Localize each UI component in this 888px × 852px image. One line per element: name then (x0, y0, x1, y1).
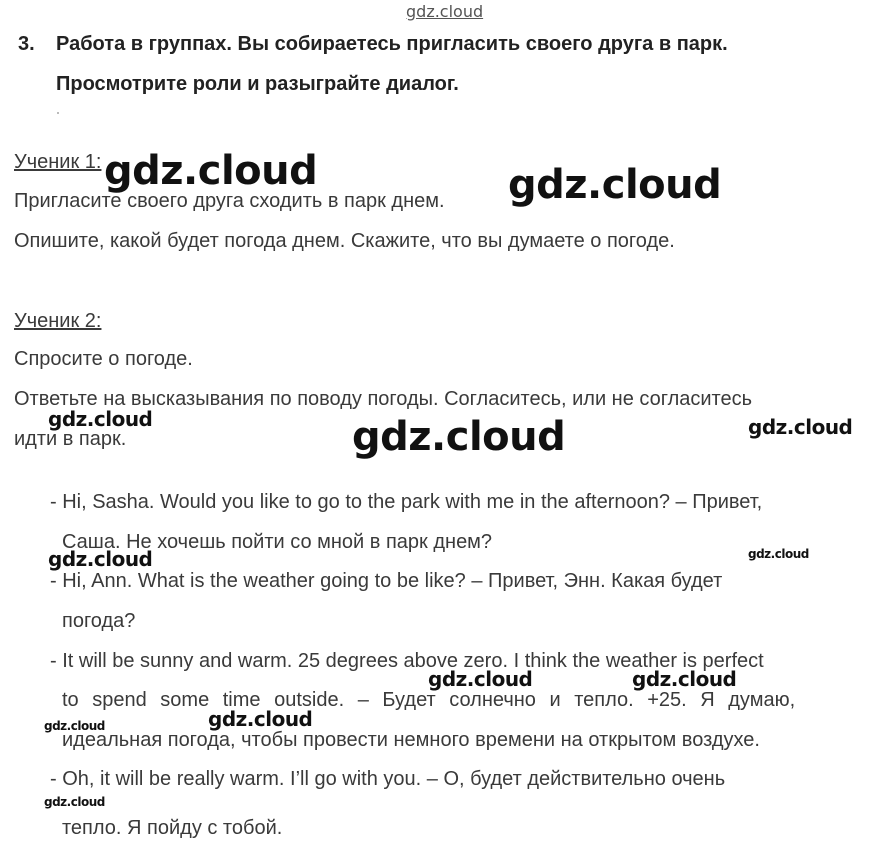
watermark-medium-2: gdz.cloud (748, 415, 853, 439)
watermark-large-1: gdz.cloud (104, 148, 318, 194)
watermark-medium-6: gdz.cloud (208, 707, 313, 731)
dialogue-line-2: Саша. Не хочешь пойти со мной в парк днем? (62, 531, 493, 553)
student-1-instruction-2: Опишите, какой будет погода днем. Скажите, что вы думаете о погоде. (14, 230, 675, 252)
student-2-instruction-3: идти в парк. (14, 428, 127, 450)
task-number: 3. (18, 33, 35, 55)
header-watermark: gdz.cloud (406, 2, 484, 21)
dialogue-line-9: тепло. Я пойду с тобой. (62, 817, 283, 839)
watermark-small-1: gdz.cloud (748, 547, 809, 561)
watermark-small-2: gdz.cloud (44, 719, 105, 733)
dialogue-line-5: - It will be sunny and warm. 25 degrees above zero. I think the weather is perfect (50, 650, 764, 672)
watermark-medium-4: gdz.cloud (428, 667, 533, 691)
watermark-medium-3: gdz.cloud (48, 547, 153, 571)
stray-dot (57, 112, 59, 114)
dialogue-line-4: погода? (62, 610, 136, 632)
student-2-instruction-2: Ответьте на высказывания по поводу погоды. Согласитесь, или не согласитесь (14, 388, 753, 410)
task-title-line-2: Просмотрите роли и разыграйте диалог. (56, 73, 459, 95)
watermark-medium-1: gdz.cloud (48, 407, 153, 431)
dialogue-line-7: идеальная погода, чтобы провести немного времени на открытом воздухе. (62, 729, 760, 751)
student-2-label: Ученик 2: (14, 310, 102, 332)
dialogue-line-6: to spend some time outside. – Будет солнечно и тепло. +25. Я думаю, (62, 689, 796, 711)
dialogue-line-3: - Hi, Ann. What is the weather going to be like? – Привет, Энн. Какая будет (50, 570, 723, 592)
dialogue-line-1: - Hi, Sasha. Would you like to go to the park with me in the afternoon? – Привет, (50, 491, 763, 513)
watermark-large-3: gdz.cloud (352, 414, 566, 460)
watermark-small-3: gdz.cloud (44, 795, 105, 809)
dialogue-line-8: - Oh, it will be really warm. I’ll go with you. – О, будет действительно очень (50, 768, 726, 790)
student-2-instruction-1: Спросите о погоде. (14, 348, 193, 370)
student-1-label: Ученик 1: (14, 151, 102, 173)
task-title-line-1: Работа в группах. Вы собираетесь пригласить своего друга в парк. (56, 33, 728, 55)
watermark-large-2: gdz.cloud (508, 162, 722, 208)
student-1-instruction-1: Пригласите своего друга сходить в парк днем. (14, 190, 445, 212)
watermark-medium-5: gdz.cloud (632, 667, 737, 691)
